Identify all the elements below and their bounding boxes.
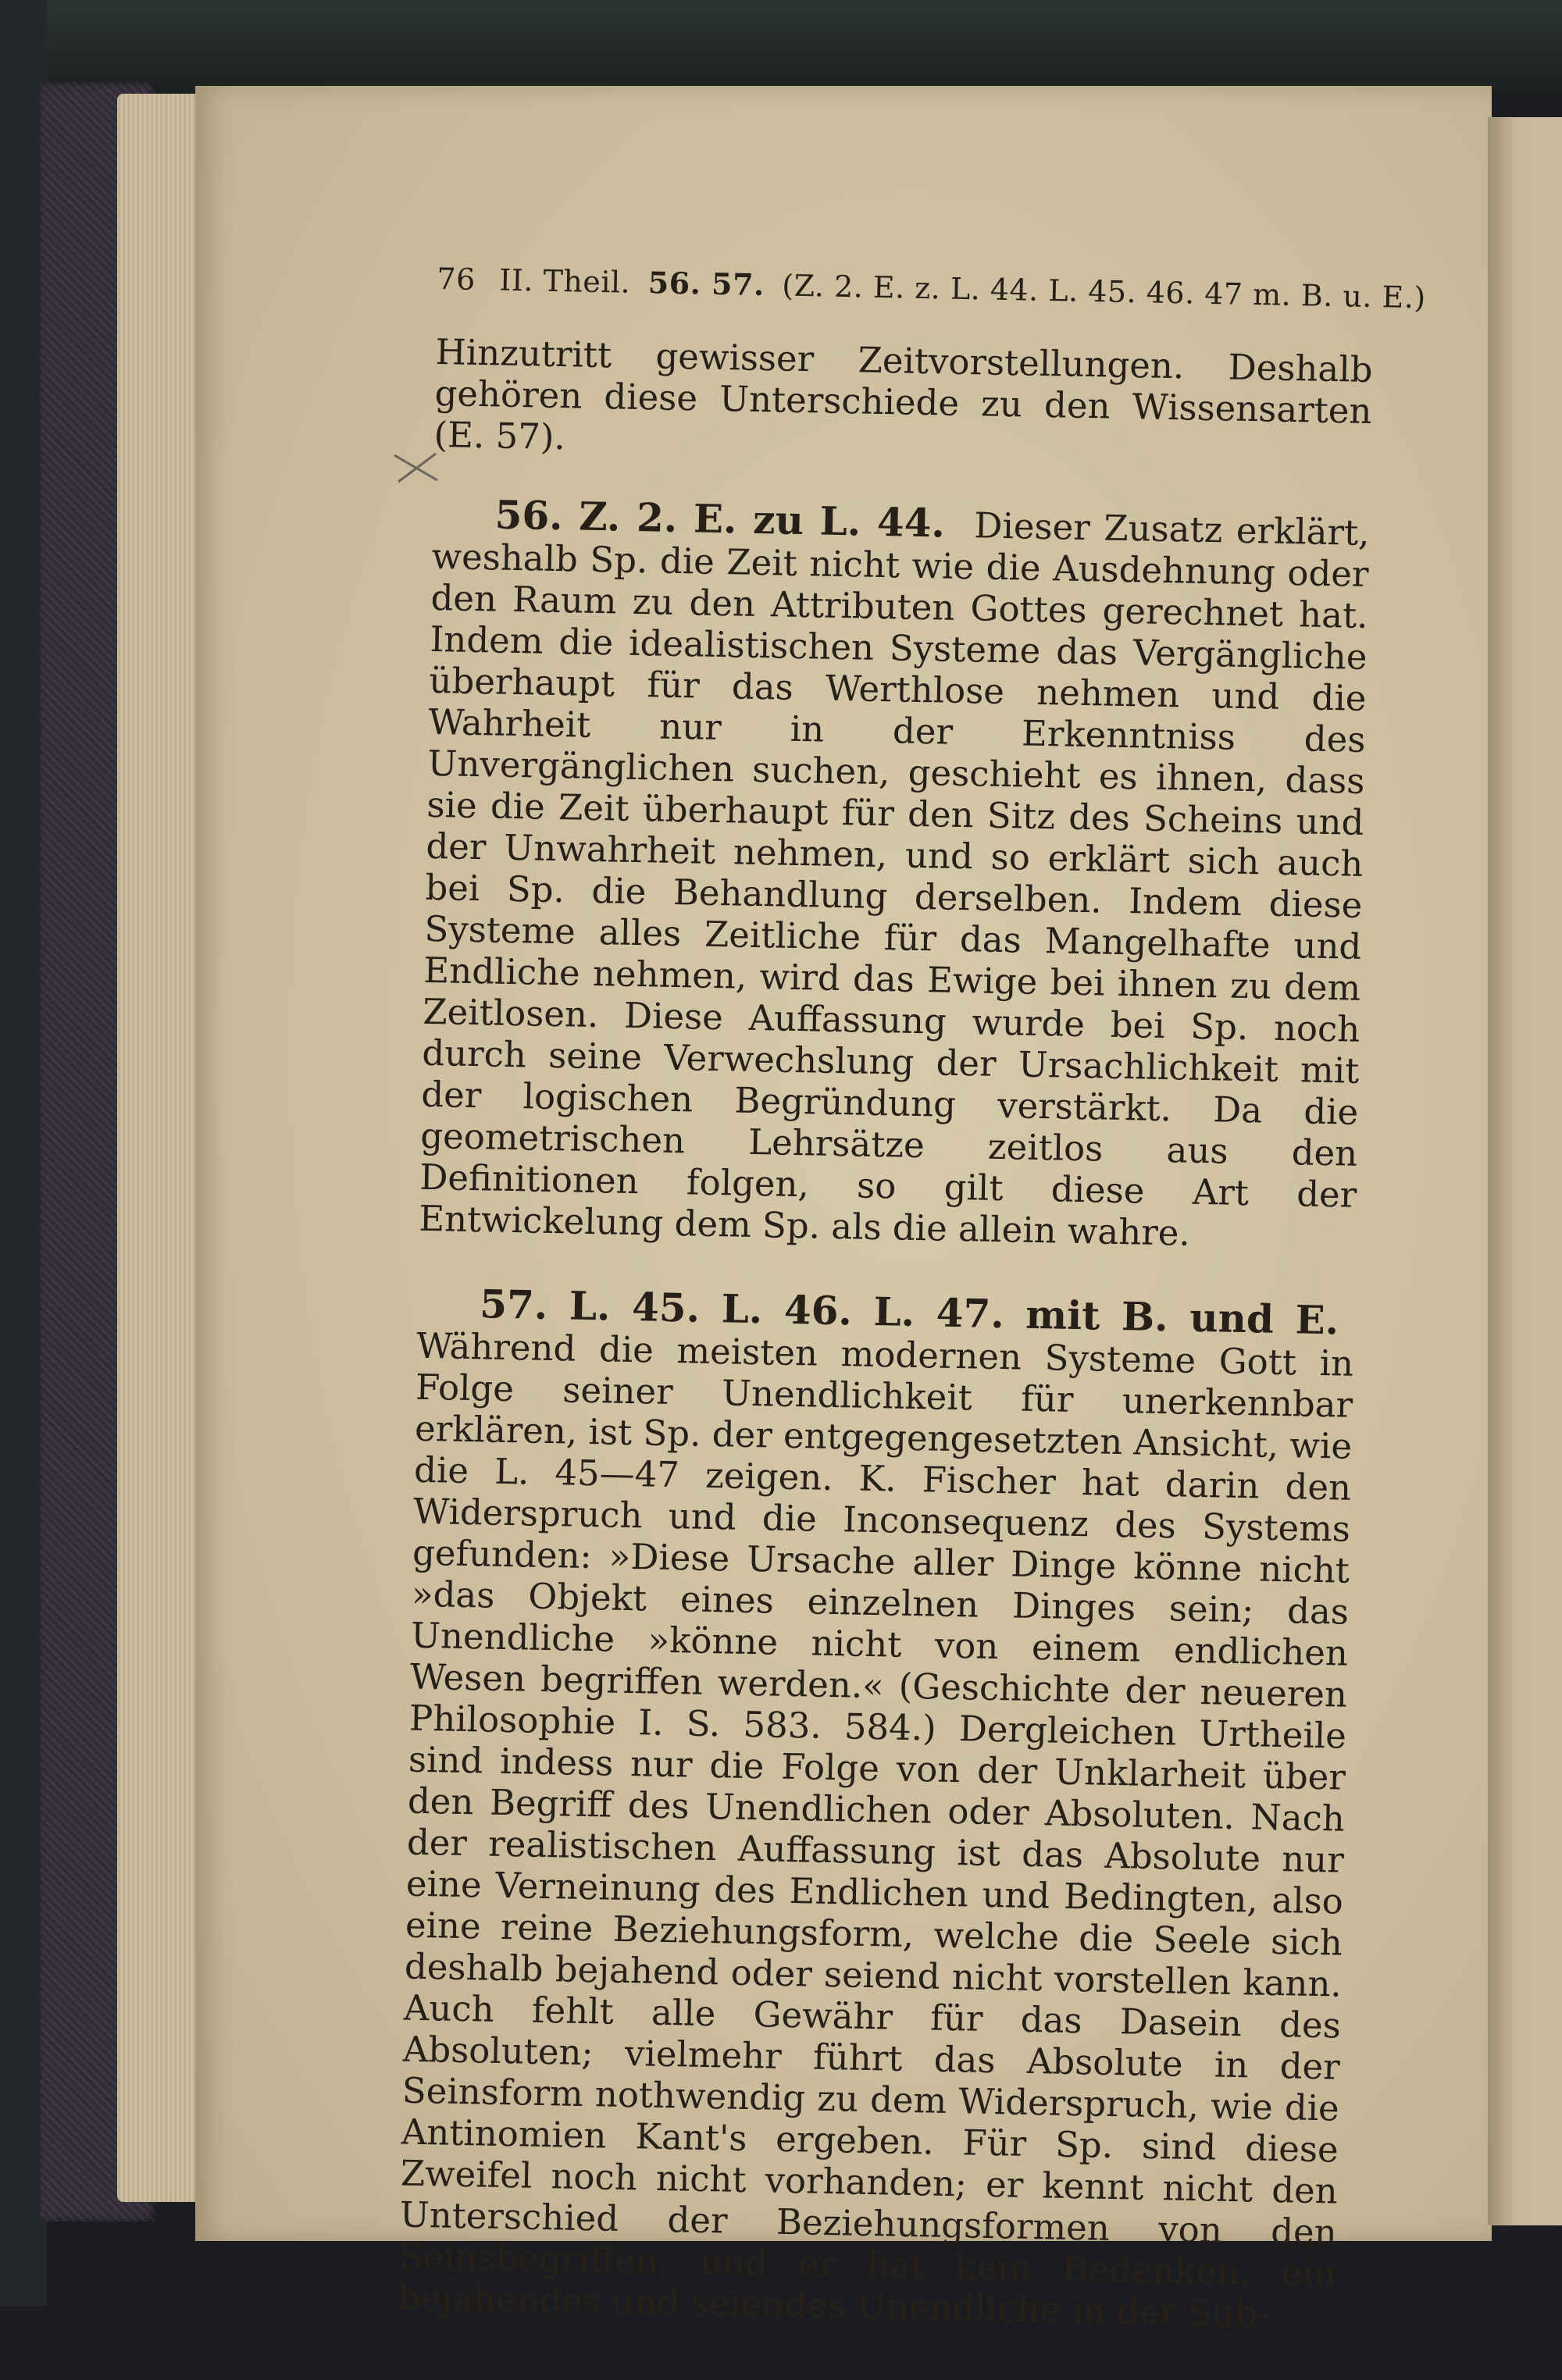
section-body: Dieser Zusatz erklärt, weshalb Sp. die Zeit nicht wie die Ausdehnung oder den Raum zu den Attributen Gottes gerechnet hat. Indem die idealistischen Systeme das Vergängliche überhaupt für das Werthlose nehmen und die Wahrheit nur in der Erkenntniss des Unvergänglichen suchen, geschieht es ihnen, dass sie die Zeit überhaupt für den Sitz des Scheins und der Unwahrheit nehmen, und so erklärt sich auch bei Sp. die Behandlung derselben. Indem diese Systeme alles Zeitliche für das Mangelhafte und Endliche nehmen, wird das Ewige bei ihnen zu dem Zeitlosen. Diese Auffassung wurde bei Sp. noch durch seine Verwechslung der Ursachlichkeit mit der logischen Begründung verstärkt. Da die geometrischen Lehrsätze zeitlos aus den Definitionen folgen, so gilt diese Art der Entwickelung dem Sp. als die allein wahre. <box>418 504 1370 1254</box>
running-head-refs: (Z. 2. E. z. L. 44. L. 45. 46. 47 m. B. u. E.) <box>781 268 1427 315</box>
section-heading: 57. L. 45. L. 46. L. 47. mit B. und E. <box>479 1281 1339 1344</box>
section-heading: 56. Z. 2. E. zu L. 44. <box>494 491 946 547</box>
running-head-sections: 56. 57. <box>647 265 765 303</box>
page-number: 76 <box>437 261 476 297</box>
background-left <box>0 0 47 2306</box>
section-body: Während die meisten modernen Systeme Gott in Folge seiner Unendlichkeit für unerkennbar erklären, ist Sp. der entgegengesetzten Ansicht, wie die L. 45—47 zeigen. K. Fischer hat darin den Widerspruch und die Inconsequenz des Systems gefunden: »Diese Ursache aller Dinge könne nicht »das Objekt eines einzelnen Dinges sein; das Unendliche »könne nicht von einem endlichen Wesen begriffen werden.« (Geschichte der neueren Philosophie I. S. 583. 584.) Dergleichen Urtheile sind indess nur die Folge von der Unklarheit über den Begriff des Unendlichen oder Absoluten. Nach der realistischen Auffassung ist das Absolute nur eine Verneinung des Endlichen und Bedingten, also eine reine Beziehungsform, welche die Seele sich deshalb bejahend oder seiend nicht vorstellen kann. Auch fehlt alle Gewähr für das Dasein des Absoluten; vielmehr führt das Absolute in der Seinsform nothwendig zu dem Widerspruch, wie die Antinomien Kant's ergeben. Für Sp. sind diese Zweifel noch nicht vorhanden; er kennt nicht den Unterschied der Beziehungsformen von den Seinsbegriffen, und er hat kein Bedenken, ein bejahendes und seiendes Unendliche in der Sub- <box>398 1324 1354 2335</box>
section-57 <box>398 1282 1354 2336</box>
running-head-part: II. Theil. <box>498 262 631 300</box>
facing-page-edge <box>1488 117 1562 2225</box>
page-text <box>397 258 1427 2379</box>
continuation-paragraph: Hinzutritt gewisser Zeitvorstellungen. Deshalb gehören diese Unterschiede zu den Wissensarten (E. 57). <box>433 330 1373 458</box>
section-56 <box>419 493 1370 1257</box>
background-top <box>0 0 1562 94</box>
